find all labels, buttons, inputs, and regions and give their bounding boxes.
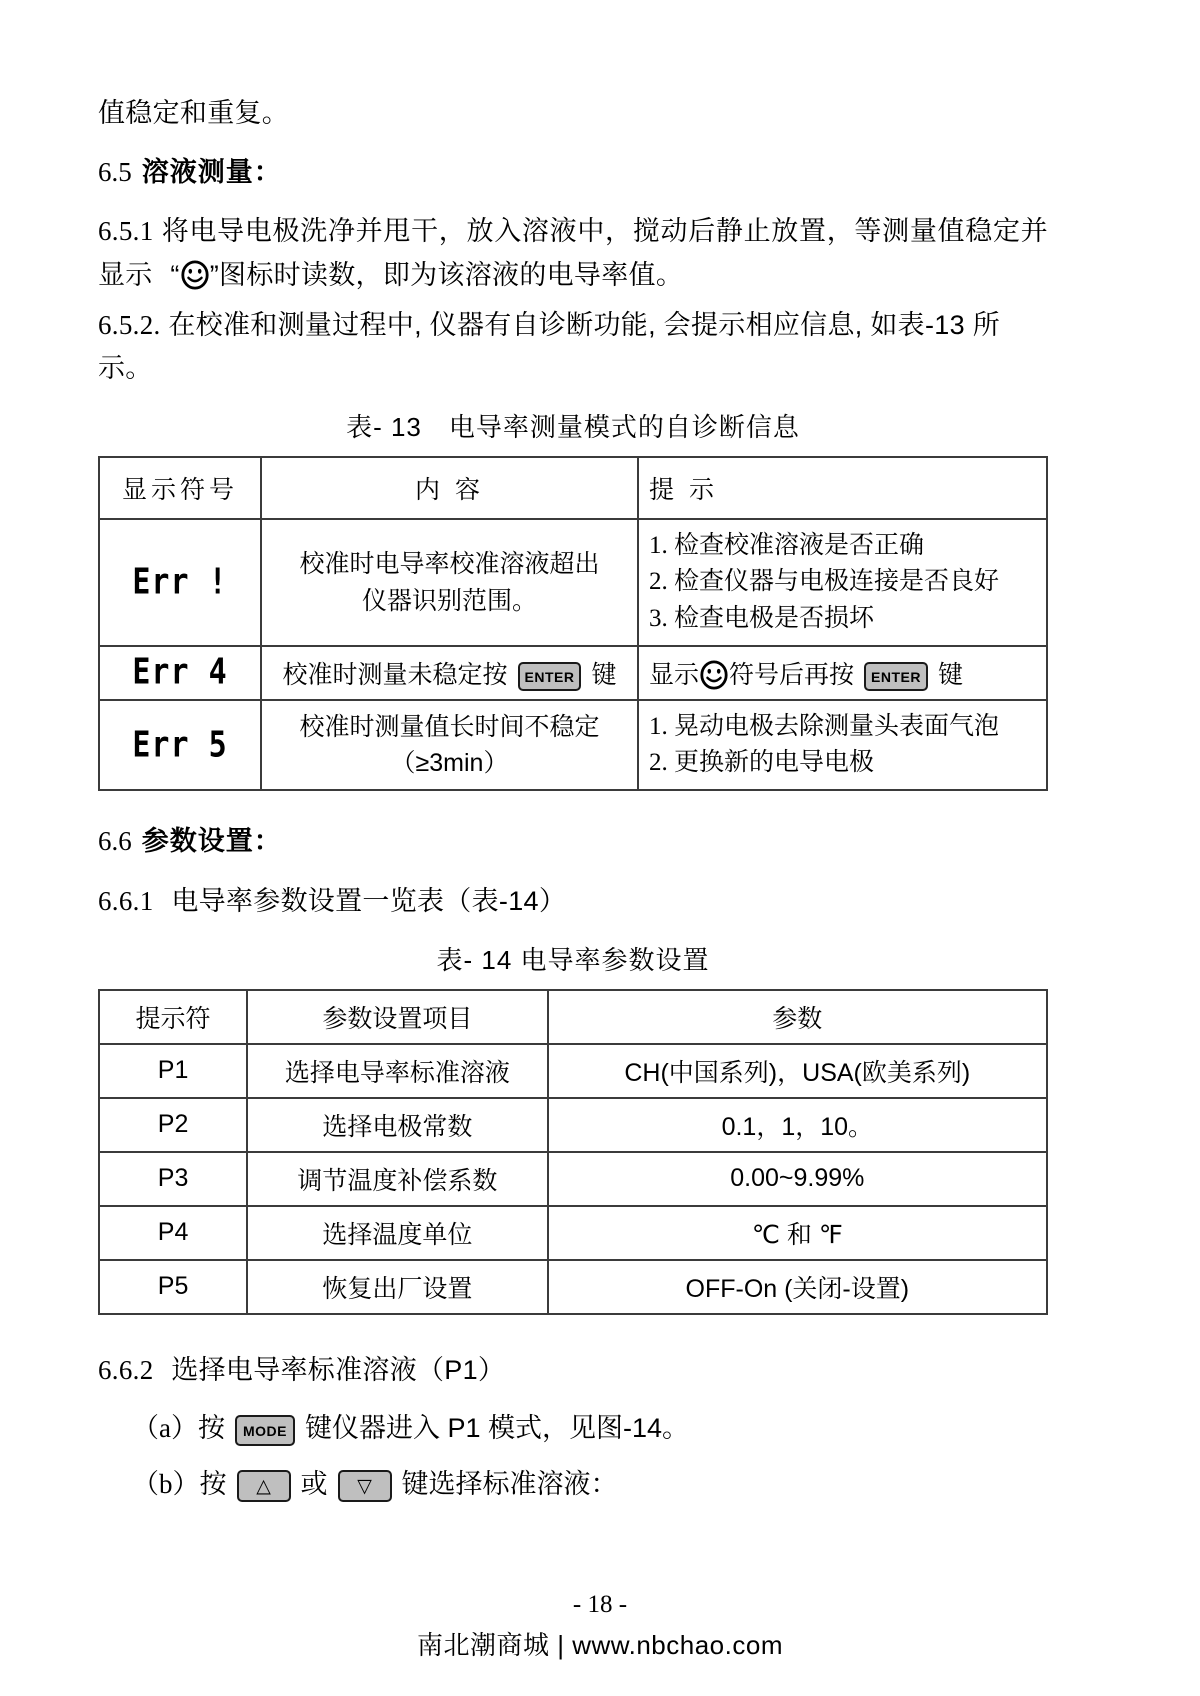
table-13-row2-content xyxy=(261,646,638,700)
table-13-header-content: 内 容 xyxy=(261,457,638,519)
table-13 xyxy=(98,456,1048,791)
step-a-suffix: 键仪器进入 P1 模式，见图-14。 xyxy=(304,1413,690,1444)
step-b-suffix: 键选择标准溶液： xyxy=(401,1469,618,1500)
param-code: P2 xyxy=(99,1098,247,1152)
table-row xyxy=(99,1152,1047,1206)
tip-line: 1. 晃动电极去除测量头表面气泡 xyxy=(649,712,1000,740)
param-item: 选择电导率标准溶液 xyxy=(247,1044,547,1098)
content-line: 仪器识别范围。 xyxy=(361,586,537,615)
quote-close: ” xyxy=(209,259,220,290)
tip-line: 3. 检查电极是否损坏 xyxy=(649,604,875,632)
table-14-caption: 表- 14 电导率参数设置 xyxy=(436,944,710,975)
content-line: （≥3min） xyxy=(390,749,509,778)
table-row xyxy=(99,1260,1047,1314)
step-a-prefix: 按 xyxy=(197,1413,225,1444)
paragraph-6-5-2 xyxy=(98,304,1048,391)
down-arrow-glyph: ▽ xyxy=(357,1476,372,1498)
page-number: - 18 - xyxy=(572,1591,628,1618)
table-13-header-symbol: 显示符号 xyxy=(99,457,261,519)
param-value: CH(中国系列)，USA(欧美系列) xyxy=(548,1044,1047,1098)
content-line: 校准时电导率校准溶液超出 xyxy=(299,550,600,579)
mode-key-icon: MODE xyxy=(235,1415,295,1446)
paragraph-6-6-1-text: 电导率参数设置一览表（表-14） xyxy=(171,885,567,916)
table-row xyxy=(99,519,1047,646)
table-13-row2-code xyxy=(99,646,261,700)
table-13-row3-content xyxy=(261,700,638,791)
tip-line: 1. 检查校准溶液是否正确 xyxy=(649,532,925,560)
table-13-row1-tips xyxy=(638,519,1047,646)
page-footer xyxy=(0,1591,1200,1662)
param-code: P3 xyxy=(99,1152,247,1206)
table-14-header-row xyxy=(99,990,1047,1044)
footer-site: 南北潮商城 | www.nbchao.com xyxy=(417,1630,783,1660)
step-a xyxy=(98,1406,1048,1452)
step-b-middle: 或 xyxy=(300,1469,328,1500)
table-row xyxy=(99,1098,1047,1152)
table-14 xyxy=(98,989,1048,1315)
enter-key-icon: ENTER xyxy=(864,662,928,691)
table-row xyxy=(99,1206,1047,1260)
content-line: 校准时测量值长时间不稳定 xyxy=(299,712,600,741)
paragraph-6-6-2 xyxy=(98,1349,1048,1393)
section-title-6-5: 溶液测量： xyxy=(141,156,282,187)
enter-key-icon: ENTER xyxy=(518,662,582,691)
table-13-caption: 表- 13 电导率测量模式的自诊断信息 xyxy=(346,412,800,443)
step-b xyxy=(98,1462,1048,1508)
table-row xyxy=(99,646,1047,700)
param-code: P4 xyxy=(99,1206,247,1260)
param-code: P1 xyxy=(99,1044,247,1098)
table-14-header-param: 参数 xyxy=(548,990,1047,1044)
step-b-marker: （b） xyxy=(132,1469,200,1500)
param-value: OFF-On (关闭-设置) xyxy=(548,1260,1047,1314)
paragraph-6-5-1-text-before: 将电导电极洗净并甩干，放入溶液中，搅动后静止放置，等测量值稳定并显示 xyxy=(98,216,1048,290)
section-title-6-6: 参数设置： xyxy=(141,826,282,857)
param-value: 0.00~9.99% xyxy=(548,1152,1047,1206)
section-number-6-5: 6.5 xyxy=(98,156,132,187)
paragraph-6-6-1 xyxy=(98,880,1048,924)
paragraph-number-6-6-2: 6.6.2 xyxy=(98,1354,154,1385)
tip-suffix: 键 xyxy=(937,660,963,689)
smiley-face-icon xyxy=(699,660,729,690)
param-value: ℃ 和 ℉ xyxy=(548,1206,1047,1260)
table-13-header-row xyxy=(99,457,1047,519)
tip-line: 2. 更换新的电导电极 xyxy=(649,749,875,777)
table-13-header-tip: 提 示 xyxy=(638,457,1047,519)
tip-middle: 符号后再按 xyxy=(729,660,855,689)
error-code-value: Err 5 xyxy=(132,724,228,766)
tip-line: 2. 检查仪器与电极连接是否良好 xyxy=(649,568,1000,596)
param-item: 选择温度单位 xyxy=(247,1206,547,1260)
tip-prefix: 显示 xyxy=(649,660,700,689)
section-heading-6-5 xyxy=(98,152,1048,193)
table-13-row2-tips xyxy=(638,646,1047,700)
paragraph-number-6-5-2: 6.5.2. xyxy=(98,309,161,340)
page-content xyxy=(98,92,1048,1518)
section-number-6-6: 6.6 xyxy=(98,826,132,857)
intro-line: 值稳定和重复。 xyxy=(98,98,290,128)
content-suffix: 键 xyxy=(591,660,617,689)
error-code-value: Err ! xyxy=(132,561,228,604)
table-13-row3-tips xyxy=(638,700,1047,791)
paragraph-6-5-2-text: 在校准和测量过程中, 仪器有自诊断功能, 会提示相应信息, 如表-13 所示。 xyxy=(98,309,1001,384)
section-heading-6-6 xyxy=(98,821,1048,862)
paragraph-number-6-5-1: 6.5.1 xyxy=(98,216,154,247)
table-13-row1-code xyxy=(99,519,261,646)
step-a-marker: （a） xyxy=(132,1413,198,1444)
param-code: P5 xyxy=(99,1260,247,1314)
table-14-header-item: 参数设置项目 xyxy=(247,990,547,1044)
error-code-value: Err 4 xyxy=(132,652,228,694)
paragraph-number-6-6-1: 6.6.1 xyxy=(98,885,154,916)
paragraph-6-6-2-text: 选择电导率标准溶液（P1） xyxy=(171,1354,506,1385)
table-13-row1-content xyxy=(261,519,638,646)
table-row xyxy=(99,1044,1047,1098)
param-item: 恢复出厂设置 xyxy=(247,1260,547,1314)
quote-open: “ xyxy=(170,259,180,290)
down-arrow-key-icon xyxy=(338,1470,392,1502)
param-item: 选择电极常数 xyxy=(247,1098,547,1152)
table-14-header-prompt: 提示符 xyxy=(99,990,247,1044)
step-b-prefix: 按 xyxy=(199,1469,227,1500)
table-row xyxy=(99,700,1047,791)
param-value: 0.1，1，10。 xyxy=(548,1098,1047,1152)
up-arrow-glyph: △ xyxy=(256,1476,271,1498)
up-arrow-key-icon xyxy=(237,1470,291,1502)
paragraph-6-5-1 xyxy=(98,210,1048,297)
param-item: 调节温度补偿系数 xyxy=(247,1152,547,1206)
smiley-face-icon xyxy=(180,260,210,290)
content-prefix: 校准时测量未稳定按 xyxy=(282,660,508,689)
paragraph-6-5-1-text-after: 图标时读数，即为该溶液的电导率值。 xyxy=(219,259,684,290)
table-13-row3-code xyxy=(99,700,261,791)
